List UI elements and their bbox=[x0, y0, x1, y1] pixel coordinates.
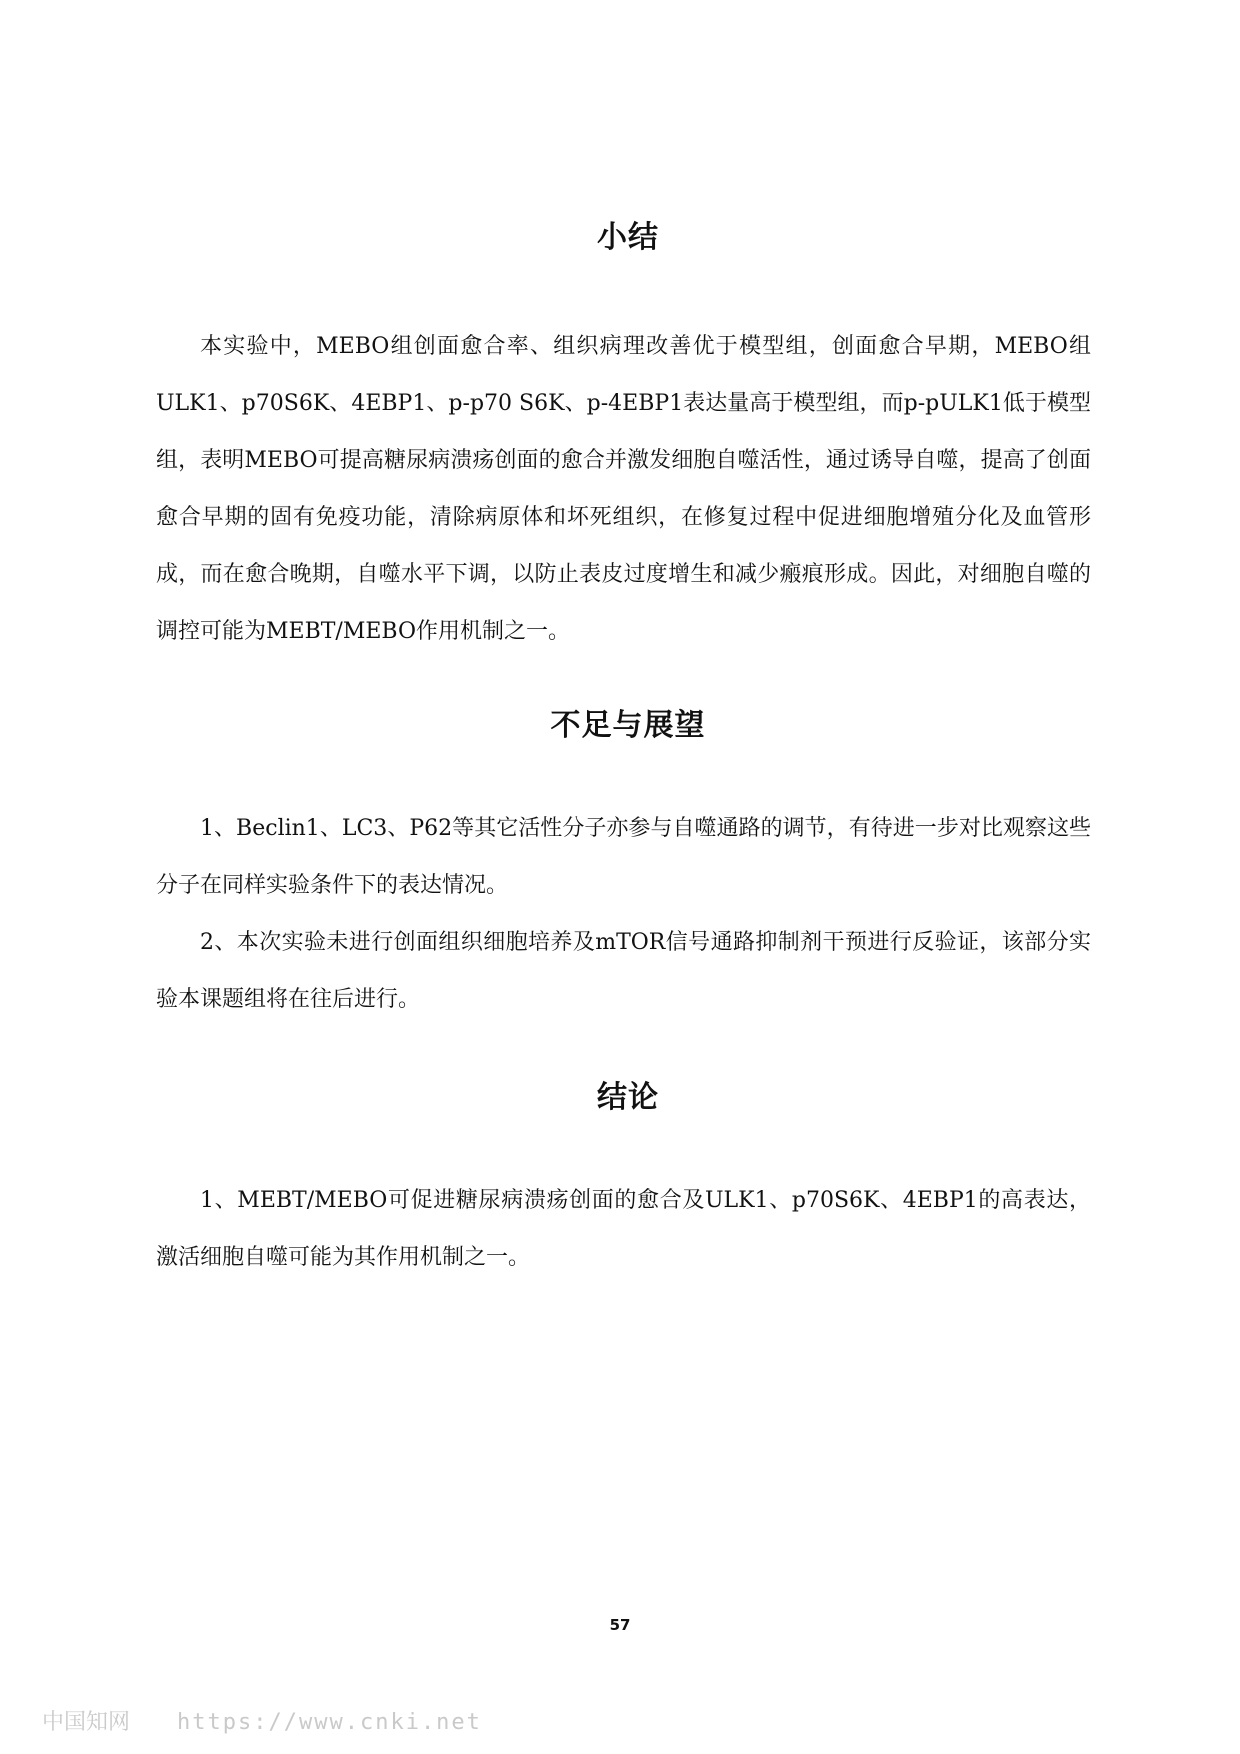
conclusion-body bbox=[156, 1172, 1091, 1286]
watermark-name: 中国知网 bbox=[42, 1710, 131, 1735]
summary-body bbox=[156, 318, 1091, 660]
conclusion-paragraph-1: 1、MEBT/MEBO可促进糖尿病溃疡创面的愈合及ULK1、p70S6K、4EBP1的高表达，激活细胞自噬可能为其作用机制之一。 bbox=[156, 1188, 1091, 1270]
page-number: 57 bbox=[609, 1616, 631, 1634]
section-title-outlook: 不足与展望 bbox=[550, 708, 706, 743]
outlook-paragraph-2: 2、本次实验未进行创面组织细胞培养及mTOR信号通路抑制剂干预进行反验证，该部分实验本课题组将在往后进行。 bbox=[156, 930, 1091, 1012]
section-title-summary: 小结 bbox=[597, 220, 659, 255]
outlook-body bbox=[156, 800, 1091, 1028]
outlook-paragraph-1: 1、Beclin1、LC3、P62等其它活性分子亦参与自噬通路的调节，有待进一步对比观察这些分子在同样实验条件下的表达情况。 bbox=[156, 816, 1091, 898]
watermark bbox=[42, 1705, 482, 1736]
section-title-conclusion: 结论 bbox=[597, 1080, 659, 1115]
summary-paragraph-1: 本实验中，MEBO组创面愈合率、组织病理改善优于模型组，创面愈合早期，MEBO组ULK1、p70S6K、4EBP1、p-p70 S6K、p-4EBP1表达量高于模型组，而p-pULK1低于模型组，表明MEBO可提高糖尿病溃疡创面的愈合并激发细胞自噬活性，通过诱导自噬，提高了创面愈合早期的固有免疫功能，清除病原体和坏死组织，在修复过程中促进细胞增殖分化及血管形成，而在愈合晚期，自噬水平下调，以防止表皮过度增生和减少瘢痕形成。因此，对细胞自噬的调控可能为MEBT/MEBO作用机制之一。 bbox=[156, 334, 1091, 644]
watermark-url: https://www.cnki.net bbox=[177, 1710, 482, 1735]
